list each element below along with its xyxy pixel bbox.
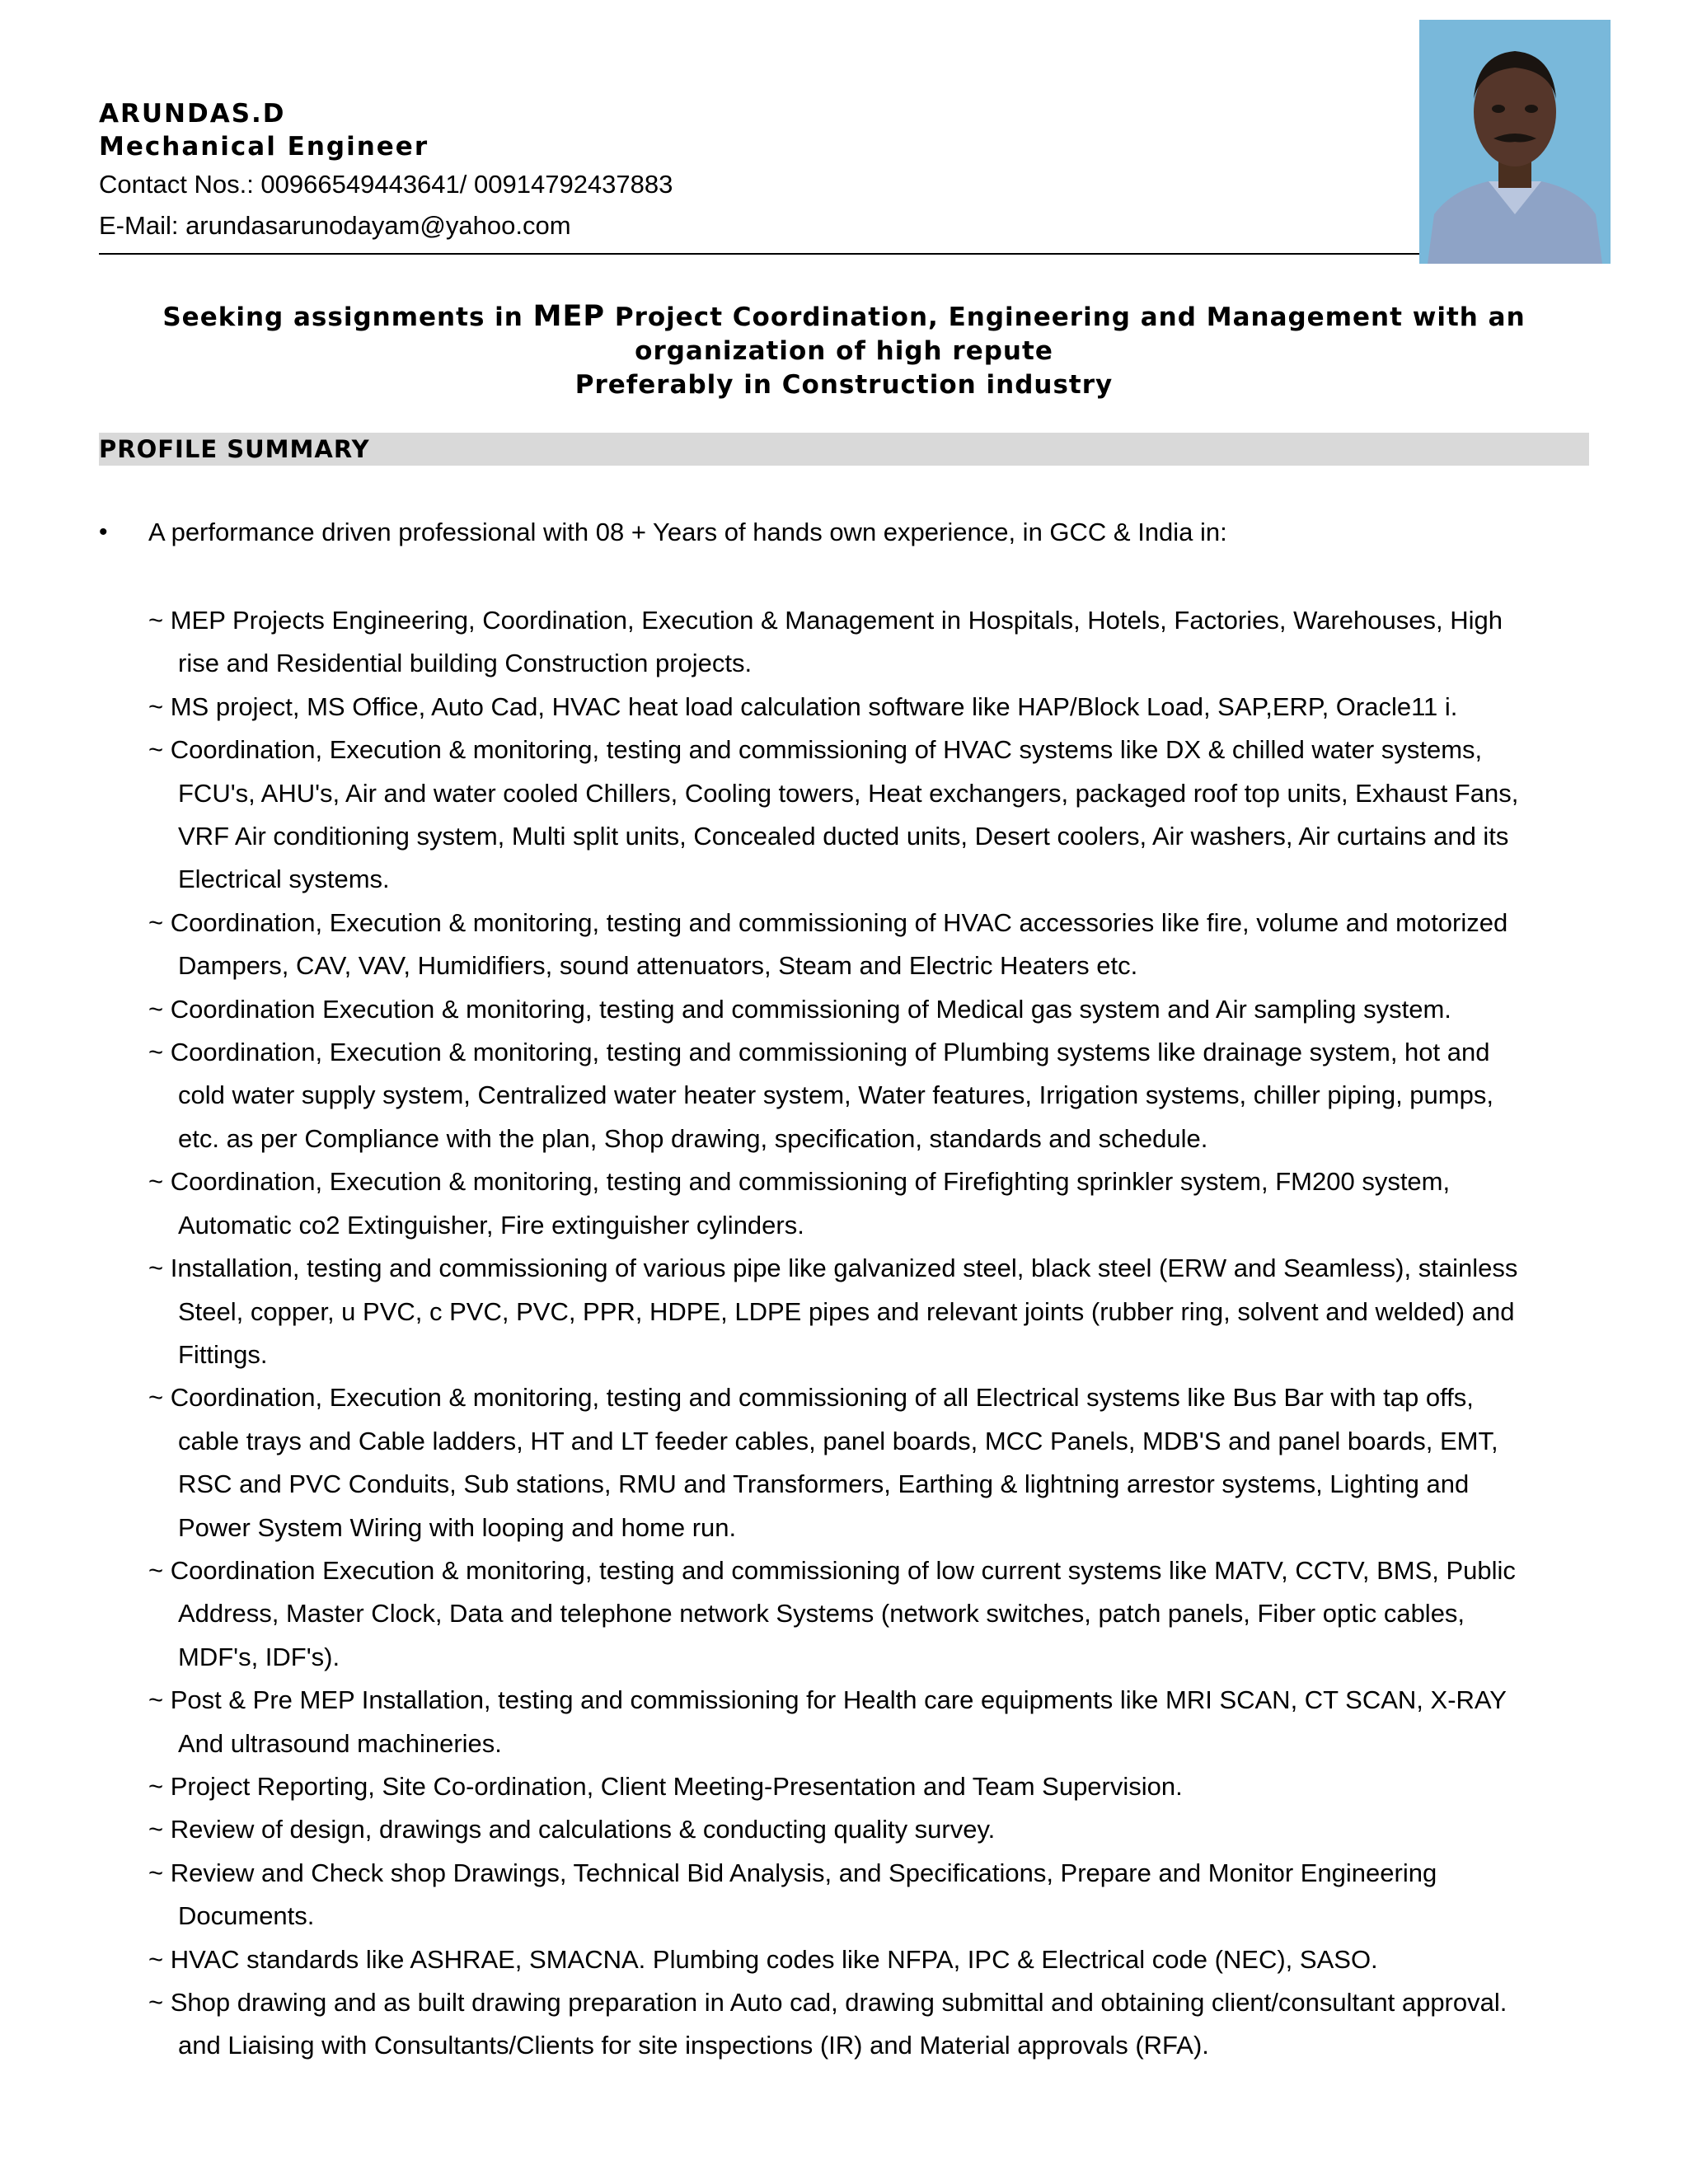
summary-item-line: Power System Wiring with looping and home run.: [178, 1512, 737, 1542]
summary-item-line: Address, Master Clock, Data and telephone network Systems (network switches, patch panels, Fiber optic cables,: [178, 1599, 1465, 1629]
summary-item-line: ~ Project Reporting, Site Co-ordination, Client Meeting-Presentation and Team Supervision.: [148, 1771, 1183, 1801]
summary-item-line: ~ Review and Check shop Drawings, Technical Bid Analysis, and Specifications, Prepare and Monitor Engineering: [148, 1858, 1437, 1887]
summary-item: [148, 902, 1566, 988]
summary-item-line: ~ Installation, testing and commissioning of various pipe like galvanized steel, black steel (ERW and Seamless), stainless: [148, 1254, 1518, 1283]
resume-header: [99, 97, 1500, 246]
summary-item-line: RSC and PVC Conduits, Sub stations, RMU and Transformers, Earthing & lightning arrestor systems, Lighting and: [178, 1469, 1470, 1499]
header-divider: [99, 253, 1589, 255]
summary-item-line: ~ Coordination, Execution & monitoring, testing and commissioning of Firefighting sprinkler system, FM200 system,: [148, 1167, 1451, 1197]
summary-item-line: rise and Residential building Construction projects.: [178, 649, 753, 678]
objective-line-1-start: Seeking assignments in: [162, 302, 533, 332]
summary-item-line: ~ Coordination Execution & monitoring, testing and commissioning of low current systems like MATV, CCTV, BMS, Public: [148, 1555, 1516, 1585]
summary-item-line: ~ Coordination, Execution & monitoring, testing and commissioning of HVAC accessories like fire, volume and motorized: [148, 907, 1508, 937]
summary-item-line: ~ Coordination, Execution & monitoring, testing and commissioning of HVAC systems like DX & chilled water systems,: [148, 735, 1483, 765]
summary-item: [148, 1679, 1566, 1765]
summary-bullet: [99, 511, 1582, 554]
profile-summary-intro: [99, 511, 1582, 554]
summary-item-line: cable trays and Cable ladders, HT and LT feeder cables, panel boards, MCC Panels, MDB'S and panel boards, EMT,: [178, 1426, 1498, 1455]
summary-intro-text: A performance driven professional with 08 + Years of hands own experience, in GCC & India in:: [148, 518, 1227, 546]
summary-item-line: ~ MS project, MS Office, Auto Cad, HVAC heat load calculation software like HAP/Block Load, SAP,ERP, Oracle11 i.: [148, 691, 1458, 721]
summary-item-line: Automatic co2 Extinguisher, Fire extinguisher cylinders.: [178, 1210, 804, 1240]
summary-item-line: Documents.: [178, 1901, 315, 1931]
summary-item: [148, 729, 1566, 902]
summary-item: [148, 1549, 1566, 1679]
summary-item-line: and Liaising with Consultants/Clients for site inspections (IR) and Material approvals (RFA).: [178, 2031, 1209, 2060]
summary-item: [148, 1247, 1566, 1376]
profile-summary-heading-bar: [99, 433, 1589, 466]
summary-item-line: ~ Shop drawing and as built drawing preparation in Auto cad, drawing submittal and obtaining client/consultant approval.: [148, 1988, 1507, 2017]
summary-item: [148, 1852, 1566, 1938]
summary-item-line: VRF Air conditioning system, Multi split units, Concealed ducted units, Desert coolers, Air washers, Air curtains and its: [178, 822, 1509, 851]
summary-item-line: ~ MEP Projects Engineering, Coordination, Execution & Management in Hospitals, Hotels, Factories, Warehouses, High: [148, 606, 1503, 635]
summary-item: [148, 1765, 1566, 1808]
summary-item: [148, 988, 1566, 1031]
summary-item: [148, 599, 1566, 686]
summary-item-line: ~ Coordination, Execution & monitoring, testing and commissioning of Plumbing systems like drainage system, hot and: [148, 1038, 1490, 1067]
contact-numbers: Contact Nos.: 00966549443641/ 00914792437883: [99, 170, 673, 199]
summary-item: [148, 1376, 1566, 1549]
summary-item: [148, 1938, 1566, 1981]
portrait-image: [1419, 20, 1611, 264]
summary-item-line: cold water supply system, Centralized water heater system, Water features, Irrigation systems, chiller piping, pumps,: [178, 1080, 1493, 1110]
summary-item: [148, 1031, 1566, 1160]
summary-item-line: ~ HVAC standards like ASHRAE, SMACNA. Plumbing codes like NFPA, IPC & Electrical code (NEC), SASO.: [148, 1944, 1378, 1974]
profile-photo: [1419, 20, 1611, 264]
summary-item: [148, 1808, 1566, 1851]
objective-line-2: organization of high repute: [635, 336, 1053, 366]
summary-item-line: Electrical systems.: [178, 865, 390, 894]
email-address: E-Mail: arundasarunodayam@yahoo.com: [99, 211, 571, 240]
summary-item-line: ~ Post & Pre MEP Installation, testing and commissioning for Health care equipments like MRI SCAN, CT SCAN, X-RAY: [148, 1685, 1507, 1715]
summary-item-line: And ultrasound machineries.: [178, 1728, 502, 1758]
profile-summary-items: [148, 599, 1566, 2068]
summary-item: [148, 1160, 1566, 1247]
objective-mep: MEP: [532, 300, 606, 333]
objective-line-1-end: Project Coordination, Engineering and Management with an: [605, 302, 1526, 332]
summary-item-line: etc. as per Compliance with the plan, Shop drawing, specification, standards and schedule.: [178, 1123, 1208, 1153]
objective-line-3: Preferably in Construction industry: [574, 370, 1114, 400]
objective-line-1: [99, 300, 1589, 335]
candidate-name: ARUNDAS.D: [99, 99, 286, 129]
summary-item-line: ~ Review of design, drawings and calculations & conducting quality survey.: [148, 1815, 996, 1844]
profile-summary-heading: PROFILE SUMMARY: [99, 435, 370, 463]
summary-item-line: Steel, copper, u PVC, c PVC, PVC, PPR, HDPE, LDPE pipes and relevant joints (rubber ring, solvent and welded) and: [178, 1296, 1515, 1326]
candidate-title: Mechanical Engineer: [99, 132, 429, 162]
summary-item-line: ~ Coordination, Execution & monitoring, testing and commissioning of all Electrical systems like Bus Bar with tap offs,: [148, 1383, 1474, 1413]
summary-item: [148, 1981, 1566, 2068]
summary-item-line: FCU's, AHU's, Air and water cooled Chillers, Cooling towers, Heat exchangers, packaged roof top units, Exhaust Fans,: [178, 778, 1519, 808]
summary-item-line: Fittings.: [178, 1339, 268, 1369]
career-objective: [99, 300, 1589, 402]
summary-item-line: ~ Coordination Execution & monitoring, testing and commissioning of Medical gas system and Air sampling system.: [148, 994, 1451, 1024]
summary-item: [148, 686, 1566, 729]
summary-item-line: MDF's, IDF's).: [178, 1642, 340, 1671]
bullet-icon: •: [99, 518, 108, 546]
summary-item-line: Dampers, CAV, VAV, Humidifiers, sound attenuators, Steam and Electric Heaters etc.: [178, 951, 1138, 981]
